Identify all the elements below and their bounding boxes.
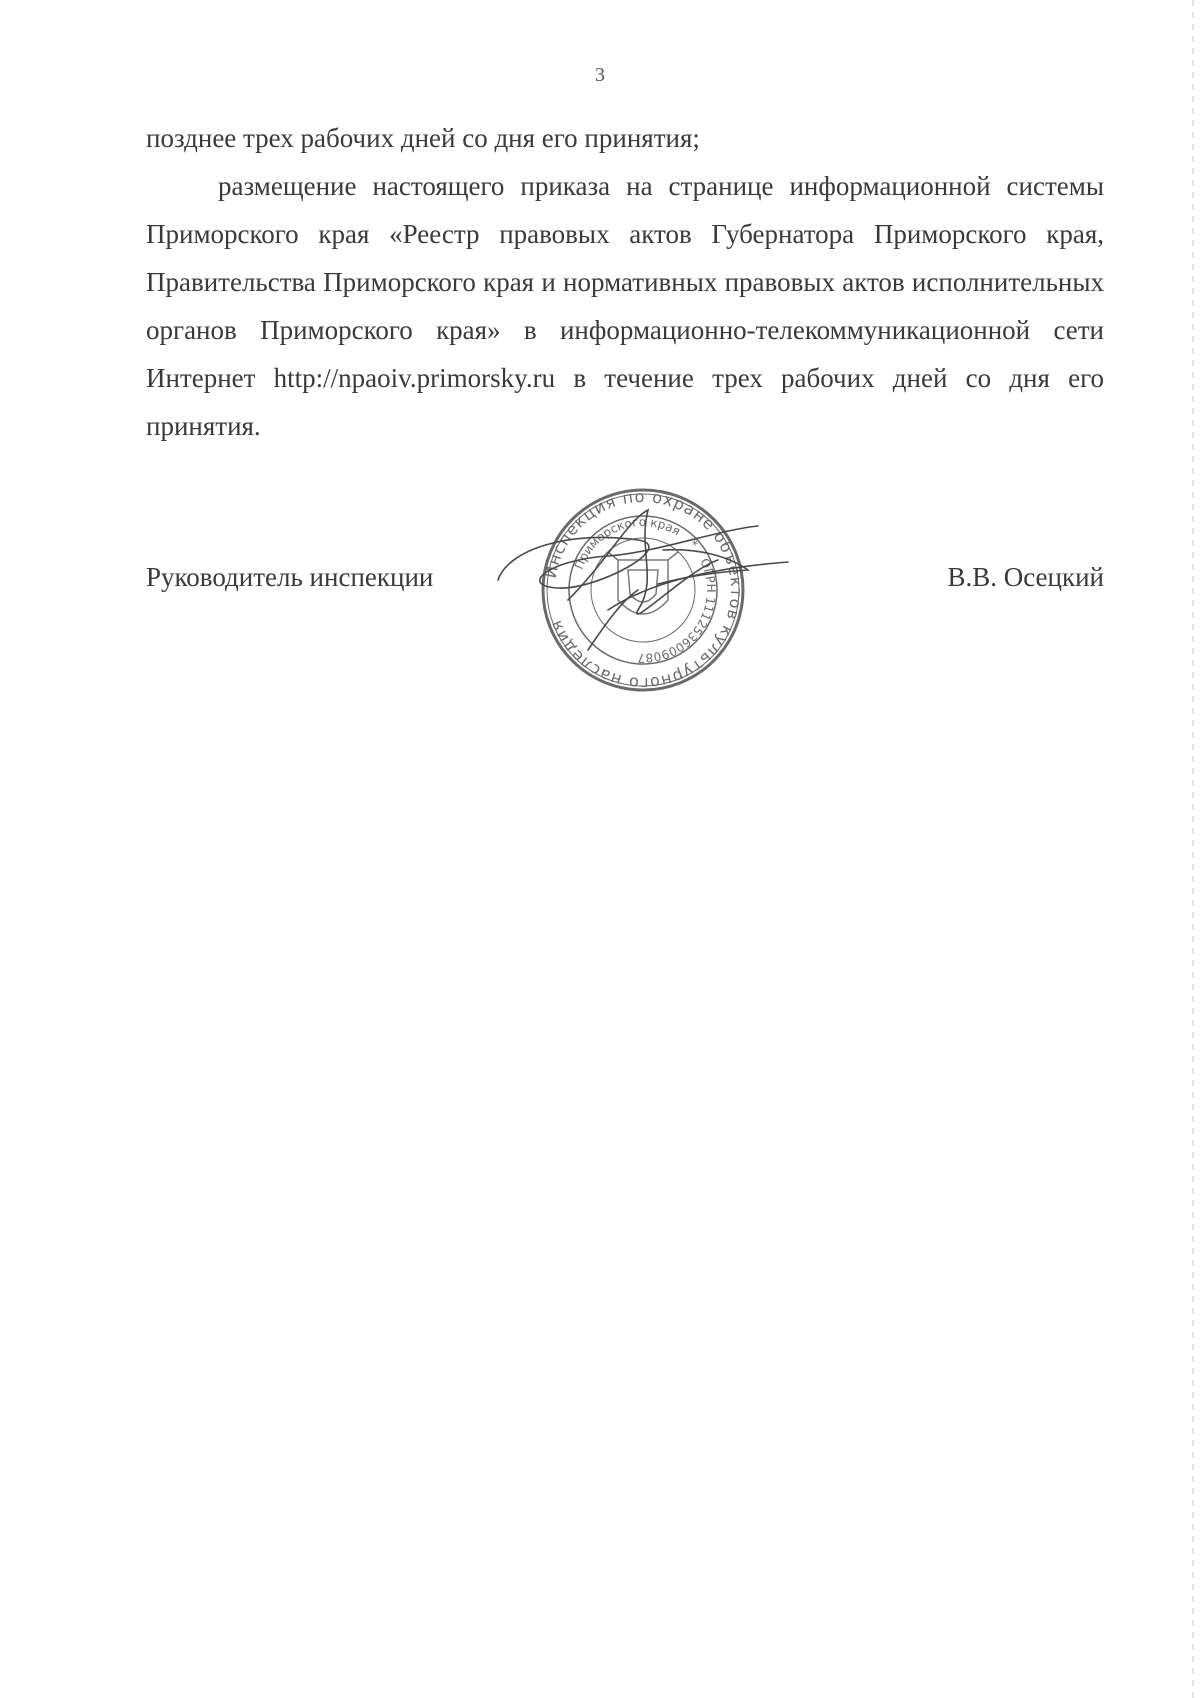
body-paragraph-2: размещение настоящего приказа на странице информационной системы Приморского края «Реестр правовых актов Губернатора Приморского края, Правительства Приморского края и нормативных правовых актов исполнительных органов Приморского края» в информационно-телекоммуникационной сети Интернет http://npaoiv.primorsky.ru в течение трех рабочих дней со дня его принятия.	[146, 171, 1104, 441]
stamp-outer-text: Инспекция по охране объектов культурного наследия	[540, 486, 747, 694]
page-number: 3	[595, 64, 605, 86]
document-body	[146, 114, 1104, 450]
stamp-inner-text: Приморского края	[571, 514, 683, 572]
stamp-ogrn: ОГРН 1112536009087	[637, 556, 719, 666]
svg-text:Приморского края *: Приморского края * ОГРН 1112536009087	[571, 514, 719, 666]
signatory-title: Руководитель инспекции	[146, 562, 434, 592]
signatory-name: В.В. Осецкий	[947, 562, 1104, 592]
body-paragraph-1: позднее трех рабочих дней со дня его принятия;	[146, 123, 700, 153]
official-stamp	[488, 460, 798, 700]
scan-edge-artifact	[1192, 0, 1194, 1698]
